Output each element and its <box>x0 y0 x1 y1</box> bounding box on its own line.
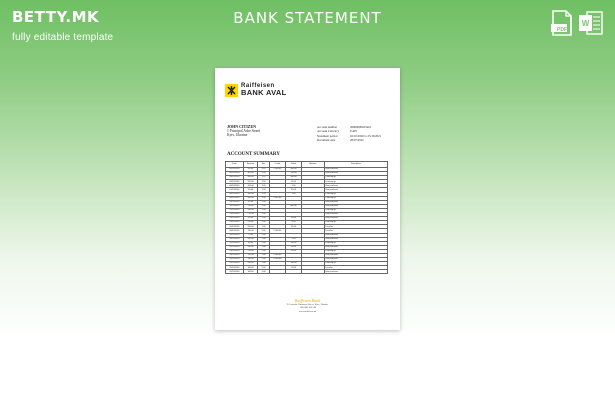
table-cell: 02/10/2020 <box>226 172 244 176</box>
table-header: Description <box>324 162 387 168</box>
table-cell: 100.00 <box>243 184 258 188</box>
table-cell: 25/10/2020 <box>226 258 244 262</box>
table-cell: 08/10/2020 <box>226 192 244 196</box>
table-cell: 1.000.00 <box>269 168 285 172</box>
table-cell: 1.00 <box>258 258 269 262</box>
table-cell: 25/10/2020 <box>226 266 244 270</box>
table-cell: Visa purchase <box>324 217 387 221</box>
table-cell: 60.00 <box>243 188 258 192</box>
table-cell: 24/10/2020 <box>226 253 244 257</box>
table-cell: 250.00 <box>243 221 258 225</box>
table-header: Date <box>226 162 244 168</box>
table-cell: 1.00 <box>258 253 269 257</box>
table-cell: Transfer <box>324 266 387 270</box>
table-cell: 750.00 <box>243 249 258 253</box>
table-cell: 06/10/2020 <box>226 184 244 188</box>
table-cell: 15.00 <box>285 180 301 184</box>
table-cell: Visa purchase <box>324 245 387 249</box>
table-cell: 5.00 <box>285 237 301 241</box>
table-cell: 770.00 <box>243 213 258 217</box>
table-cell: 07/10/2020 <box>226 188 244 192</box>
table-cell: Visa purchase <box>324 237 387 241</box>
table-cell: 110.00 <box>285 172 301 176</box>
table-cell: Visa purchase <box>324 200 387 204</box>
table-cell: Visa purchase <box>324 172 387 176</box>
table-cell: 80.00 <box>243 241 258 245</box>
table-cell: 1.00 <box>285 184 301 188</box>
table-cell: 5.00 <box>285 221 301 225</box>
table-cell: Visa purchase <box>324 168 387 172</box>
table-cell: 1.00 <box>258 221 269 225</box>
table-cell: Visa purchase <box>324 184 387 188</box>
table-cell: 1.00 <box>258 229 269 233</box>
table-cell: 1.00 <box>258 188 269 192</box>
word-file-icon: W <box>579 10 601 36</box>
table-cell: 19/10/2020 <box>226 233 244 237</box>
table-cell: 1.00 <box>258 225 269 229</box>
table-cell: 1.00 <box>258 196 269 200</box>
footer-bank-name: Raiffeisen Bank <box>294 298 321 303</box>
table-cell: 2.095.00 <box>269 196 285 200</box>
table-cell: 1.00 <box>258 241 269 245</box>
table-cell: 1.00 <box>258 217 269 221</box>
table-cell: 10.00 <box>285 249 301 253</box>
table-cell: 05/10/2020 <box>226 180 244 184</box>
table-cell: 150.00 <box>243 237 258 241</box>
tagline: fully editable template <box>12 32 114 43</box>
table-cell: 1.00 <box>258 233 269 237</box>
table-cell: 200.00 <box>243 180 258 184</box>
table-cell: 1,000.00 <box>269 258 285 262</box>
bank-name-line1: Raiffeisen <box>241 83 275 89</box>
table-cell: 03/10/2020 <box>226 176 244 180</box>
table-cell: 25/10/2020 <box>226 270 244 274</box>
table-cell: 600.00 <box>285 204 301 208</box>
table-cell: 65.00 <box>243 217 258 221</box>
table-cell: Card top up <box>324 221 387 225</box>
table-cell: 16/10/2020 <box>226 225 244 229</box>
table-cell: Visa purchase <box>324 270 387 274</box>
table-cell: Card top up <box>324 249 387 253</box>
customer-address-line: Kyiv, Ukraine <box>227 133 248 138</box>
table-cell: 200.00 <box>243 196 258 200</box>
table-cell: 1.50 <box>258 180 269 184</box>
footer-line: +380 800 500 500 <box>298 306 317 310</box>
table-cell: Card top up <box>324 241 387 245</box>
footer-line: 9 Generala Almazova Street, Kyiv, Ukraine <box>286 303 329 306</box>
bank-statement-preview <box>215 68 400 330</box>
table-cell: 10.00 <box>285 217 301 221</box>
table-cell: 12/10/2020 <box>226 208 244 212</box>
table-cell: Visa purchase <box>324 258 387 262</box>
table-cell: 150.00 <box>243 208 258 212</box>
bank-logo <box>225 83 286 97</box>
table-cell: 1.00 <box>258 184 269 188</box>
table-cell: 1.00 <box>258 266 269 270</box>
table-cell: 140.00 <box>243 192 258 196</box>
table-cell: Visa purchase <box>324 213 387 217</box>
table-row <box>226 270 388 274</box>
table-cell <box>302 270 325 274</box>
table-cell: 1.00 <box>258 262 269 266</box>
pdf-file-icon: PDF <box>551 10 573 36</box>
table-cell: Visa purchase <box>324 204 387 208</box>
table-header: Debit <box>285 162 301 168</box>
table-cell: 110.00 <box>285 241 301 245</box>
file-format-icons <box>551 10 601 36</box>
page-title: BANK STATEMENT <box>233 9 382 27</box>
table-cell: 15/10/2020 <box>226 221 244 225</box>
table-cell: 160.00 <box>243 266 258 270</box>
table-cell: 22/10/2020 <box>226 241 244 245</box>
table-cell: 200.00 <box>285 176 301 180</box>
table-cell: 1.25 <box>258 168 269 172</box>
table-cell: 09/10/2020 <box>226 196 244 200</box>
table-cell <box>285 270 301 274</box>
table-cell: Transfer <box>324 229 387 233</box>
table-cell: 350.00 <box>243 176 258 180</box>
table-cell: 23/10/2020 <box>226 249 244 253</box>
table-cell <box>269 270 285 274</box>
table-cell: 1.50 <box>258 192 269 196</box>
table-cell: 110.00 <box>285 262 301 266</box>
table-cell: 1.00 <box>258 204 269 208</box>
document-footer <box>215 298 400 313</box>
table-cell: Card top up <box>324 262 387 266</box>
bank-name-line2: BANK AVAL <box>241 88 287 97</box>
table-cell: Card top up <box>324 192 387 196</box>
table-cell: Visa purchase <box>324 233 387 237</box>
table-cell: 30.00 <box>285 188 301 192</box>
brand-logo: BETTY.MK <box>12 8 100 26</box>
table-cell: 11/10/2020 <box>226 204 244 208</box>
table-header: Amount <box>243 162 258 168</box>
table-cell: 10.00 <box>285 245 301 249</box>
table-cell: 13/10/2020 <box>226 213 244 217</box>
customer-block <box>227 125 260 138</box>
table-cell: 75.00 <box>243 233 258 237</box>
table-cell: 1.00 <box>258 245 269 249</box>
footer-line: www.raiffeisen.ua <box>298 309 317 313</box>
table-cell: 1.00 <box>258 200 269 204</box>
bank-logo-icon <box>225 84 238 97</box>
table-cell: 1.00 <box>258 213 269 217</box>
table-cell: 25/10/2020 <box>226 262 244 266</box>
table-cell: 110.00 <box>243 229 258 233</box>
table-cell: 100.00 <box>243 172 258 176</box>
table-cell: 14/10/2020 <box>226 217 244 221</box>
table-cell: 1.25 <box>258 176 269 180</box>
table-cell: Visa purchase <box>324 188 387 192</box>
table-cell: 02/10/2020 <box>226 168 244 172</box>
customer-address-line: 1 Principal Ashe Street <box>227 129 261 134</box>
table-cell: 10.00 <box>285 266 301 270</box>
table-cell: 1,000.00 <box>269 253 285 257</box>
table-cell: 1.00 <box>258 237 269 241</box>
table-header: Balance <box>302 162 325 168</box>
table-cell: 110.00 <box>243 245 258 249</box>
summary-title: ACCOUNT SUMMARY <box>227 152 280 157</box>
table-cell: Card top up <box>324 180 387 184</box>
customer-name: JOHN CITIZEN <box>227 124 257 129</box>
table-cell: 1.00 <box>285 192 301 196</box>
table-cell: 170.00 <box>243 204 258 208</box>
table-cell: 1,000.00 <box>269 229 285 233</box>
table-cell: 35.00 <box>285 225 301 229</box>
table-cell: 85.00 <box>243 168 258 172</box>
table-cell: 10/10/2020 <box>226 200 244 204</box>
table-cell: 1.00 <box>258 172 269 176</box>
table-cell: 65.00 <box>243 200 258 204</box>
table-cell: Card top up <box>324 208 387 212</box>
table-cell: 1.00 <box>258 208 269 212</box>
table-cell: 1.00 <box>258 270 269 274</box>
table-cell: 100.00 <box>243 270 258 274</box>
table-cell: 110.00 <box>243 258 258 262</box>
table-cell: 20/10/2020 <box>226 237 244 241</box>
table-header: Credit <box>269 162 285 168</box>
table-cell: Transfer <box>324 225 387 229</box>
table-cell: Card top up <box>324 196 387 200</box>
statement-table <box>225 161 388 274</box>
account-info: Account number 26000000023416 Account Currency UAH Statement period 02/10/2020 to 25/10/2021 Document date 28/07/2022 <box>317 125 382 142</box>
table-cell: 1.00 <box>258 249 269 253</box>
table-cell: 22/10/2020 <box>226 245 244 249</box>
table-cell: 18/10/2020 <box>226 229 244 233</box>
table-cell: Card top up <box>324 176 387 180</box>
table-cell: 285.00 <box>243 225 258 229</box>
table-cell: 130.00 <box>243 262 258 266</box>
table-cell: Visa purchase <box>324 253 387 257</box>
table-cell: 115.00 <box>243 253 258 257</box>
table-header: Fee <box>258 162 269 168</box>
table-cell: 200.00 <box>285 168 301 172</box>
